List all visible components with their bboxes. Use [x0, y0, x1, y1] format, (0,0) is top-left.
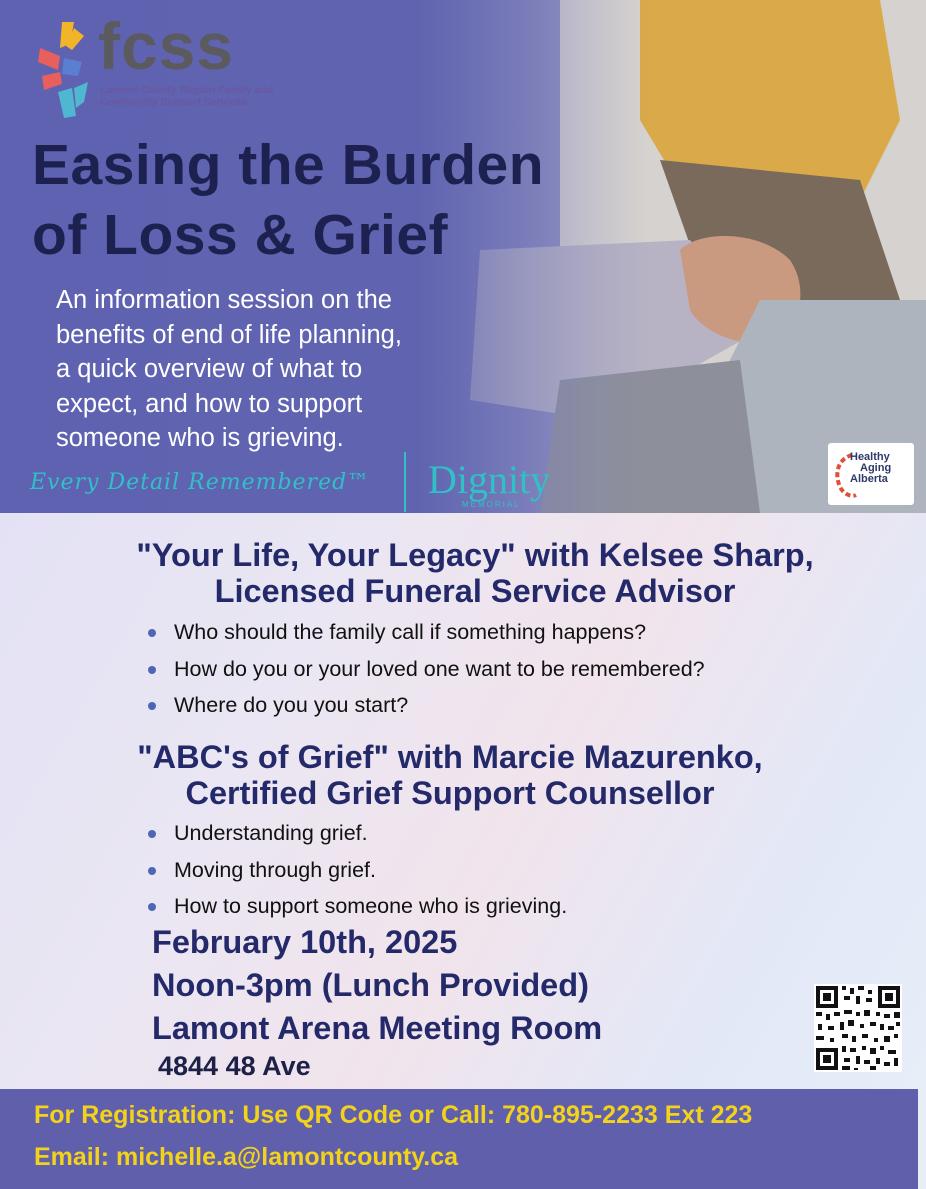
- hero-banner: [0, 0, 926, 513]
- intro-line: someone who is grieving.: [56, 424, 344, 452]
- qr-code-icon[interactable]: [814, 984, 902, 1072]
- registration-email-link[interactable]: Email: michelle.a@lamontcounty.ca: [34, 1143, 459, 1171]
- dignity-memorial-sublabel: MEMORIAL: [462, 500, 521, 509]
- session-1-heading: "Your Life, Your Legacy" with Kelsee Sharp, Licensed Funeral Service Advisor: [136, 537, 814, 609]
- list-item: How do you or your loved one want to be remembered?: [148, 651, 705, 688]
- fcss-logo-wordmark: fcss: [98, 9, 235, 83]
- fcss-logo-icon: [38, 18, 94, 122]
- page-title: [32, 130, 544, 270]
- sponsor-divider: [404, 452, 406, 512]
- intro-line: expect, and how to support: [56, 389, 363, 418]
- intro-paragraph: [56, 283, 516, 456]
- event-time: Noon-3pm (Lunch Provided): [152, 967, 589, 1003]
- list-item: Moving through grief.: [148, 852, 567, 889]
- healthy-aging-text: Healthy Aging Alberta: [850, 451, 892, 485]
- registration-footer: [0, 1089, 918, 1189]
- title-line-2: of Loss & Grief: [32, 203, 449, 267]
- list-item: Where do you you start?: [148, 687, 705, 724]
- dignity-memorial-logo: Dignity: [428, 457, 551, 502]
- title-line-1: Easing the Burden: [32, 133, 545, 197]
- session-2-heading: "ABC's of Grief" with Marcie Mazurenko, Certified Grief Support Counsellor: [137, 739, 763, 811]
- session-2-bullets: [148, 815, 567, 925]
- event-location: Lamont Arena Meeting Room: [152, 1010, 603, 1046]
- intro-line: a quick overview of what to: [56, 355, 363, 383]
- list-item: Understanding grief.: [148, 815, 567, 852]
- session-1-bullets: [148, 614, 705, 724]
- list-item: How to support someone who is grieving.: [148, 888, 567, 925]
- registration-phone-text: For Registration: Use QR Code or Call: 780-895-2233 Ext 223: [34, 1101, 753, 1129]
- footer-right-edge: [918, 1089, 926, 1189]
- sponsor-tagline: Every Detail Remembered™: [30, 470, 371, 495]
- intro-line: An information session on the: [56, 286, 392, 314]
- fcss-logo-subtitle: Lamont County Region Family and Community Support Services: [100, 84, 274, 108]
- session-details: [0, 513, 926, 1089]
- healthy-aging-alberta-logo: [828, 443, 914, 505]
- intro-line: benefits of end of life planning,: [56, 320, 402, 349]
- list-item: Who should the family call if something happens?: [148, 614, 705, 651]
- event-address: 4844 48 Ave: [158, 1051, 311, 1081]
- event-date: February 10th, 2025: [152, 924, 458, 960]
